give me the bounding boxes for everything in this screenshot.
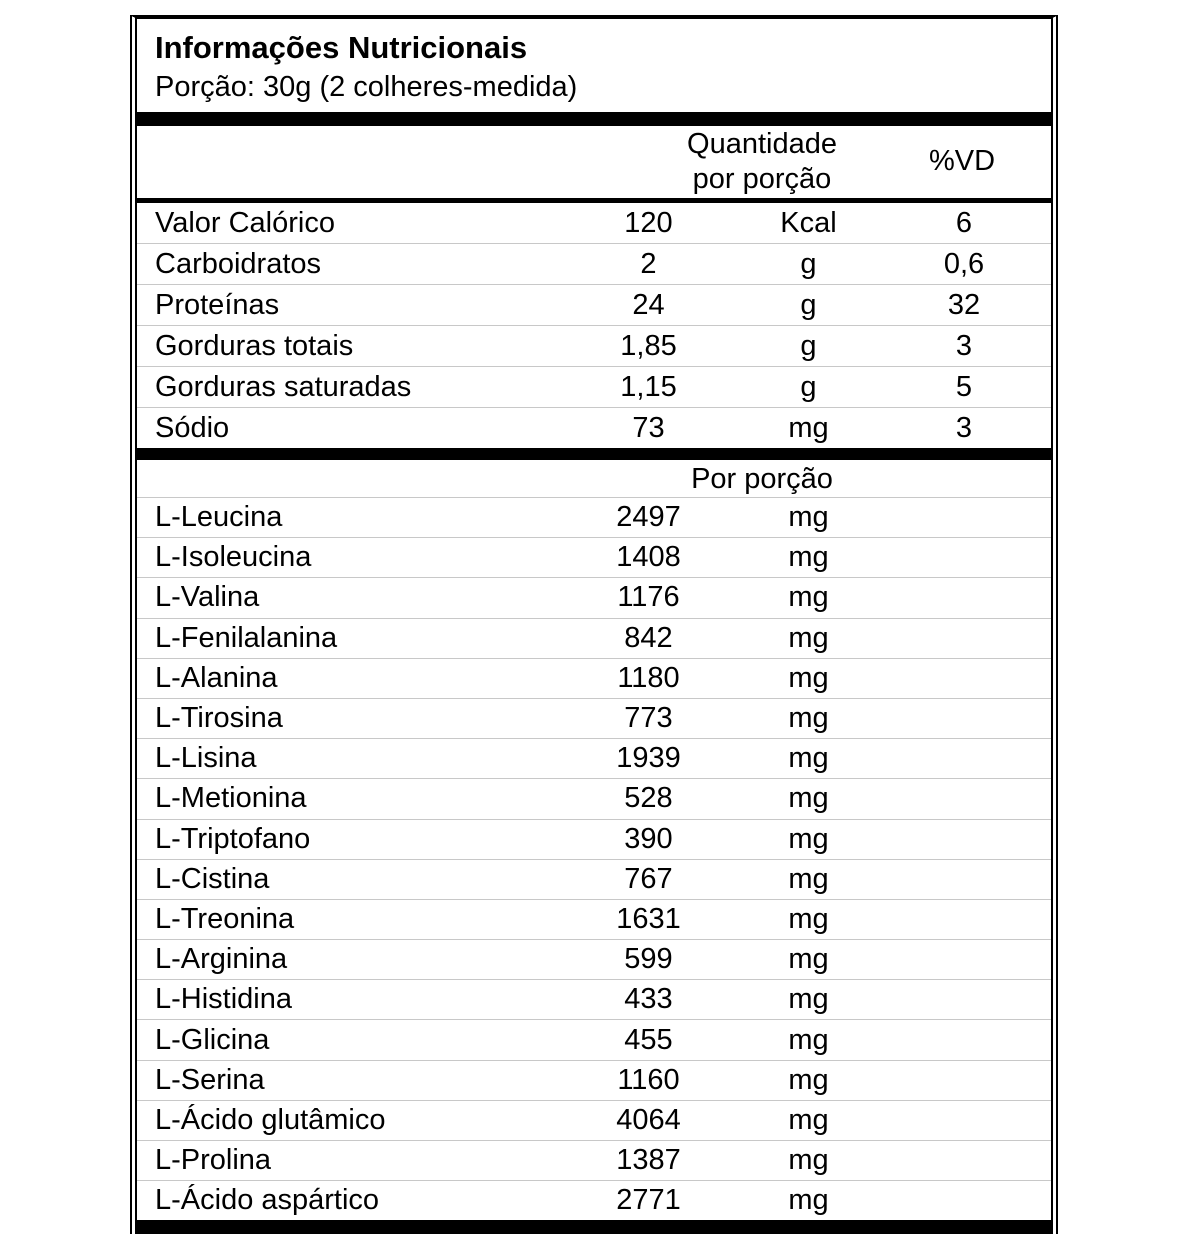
amino-amount: 599 [624, 943, 673, 976]
amino-amount: 2497 [616, 501, 681, 534]
amino-label: L-Prolina [155, 1144, 272, 1177]
amino-unit: mg [788, 702, 829, 735]
amino-unit: mg [788, 1023, 829, 1056]
amino-label: L-Ácido glutâmico [155, 1103, 386, 1136]
amino-amount: 842 [624, 621, 673, 654]
nutrient-unit: g [800, 288, 817, 321]
amino-unit: mg [788, 1063, 829, 1096]
dv-column-header: %VD [928, 145, 996, 177]
amino-amount: 1176 [617, 581, 680, 614]
nutrient-dv: 5 [955, 370, 973, 403]
amino-amount: 767 [624, 862, 673, 895]
amino-acid-row [137, 658, 1051, 698]
amino-amount: 528 [624, 782, 673, 815]
amino-label: L-Arginina [155, 943, 288, 976]
nutrition-label [130, 15, 1058, 1234]
nutrient-row [137, 203, 1051, 243]
amino-acid-row [137, 1140, 1051, 1180]
amino-label: L-Leucina [155, 501, 283, 534]
amino-amount: 1408 [616, 541, 681, 574]
amino-label: L-Triptofano [155, 822, 311, 855]
amino-unit: mg [788, 1103, 829, 1136]
nutrient-unit: g [800, 329, 817, 362]
amino-unit: mg [788, 661, 829, 694]
nutrient-unit: mg [788, 411, 829, 444]
amino-label: L-Lisina [155, 742, 257, 775]
amino-acid-row [137, 1019, 1051, 1059]
thick-divider-middle [137, 448, 1051, 460]
amino-amount: 773 [624, 702, 673, 735]
amino-unit: mg [788, 621, 829, 654]
amino-amount: 455 [624, 1023, 673, 1056]
amino-acid-row [137, 577, 1051, 617]
amount-header-line2: por porção [692, 163, 832, 195]
nutrient-dv: 3 [955, 411, 973, 444]
main-nutrients-section [137, 203, 1051, 448]
nutrient-unit: Kcal [780, 206, 837, 239]
amino-unit: mg [788, 541, 829, 574]
amino-amount: 1387 [616, 1144, 681, 1177]
amino-acid-row [137, 939, 1051, 979]
nutrient-label: Proteínas [155, 288, 280, 321]
nutrient-amount: 1,85 [620, 329, 677, 362]
column-header-row [137, 126, 1051, 203]
nutrient-unit: g [800, 247, 817, 280]
nutrient-amount: 2 [640, 247, 657, 280]
amino-acid-row [137, 738, 1051, 778]
amino-acid-row [137, 1180, 1051, 1220]
amino-amount: 2771 [616, 1184, 681, 1217]
amino-unit: mg [788, 1144, 829, 1177]
amino-label: L-Fenilalanina [155, 621, 338, 654]
amino-acid-row [137, 979, 1051, 1019]
amino-acid-row [137, 698, 1051, 738]
nutrient-label: Valor Calórico [155, 206, 335, 239]
per-serving-title: Por porção [691, 463, 833, 495]
amino-unit: mg [788, 782, 829, 815]
amino-acid-row [137, 899, 1051, 939]
nutrient-label: Gorduras totais [155, 329, 354, 362]
serving-size: Porção: 30g (2 colheres-medida) [155, 71, 578, 103]
amino-label: L-Metionina [155, 782, 307, 815]
amino-amount: 433 [624, 983, 673, 1016]
label-title: Informações Nutricionais [155, 30, 528, 65]
nutrient-row [137, 243, 1051, 284]
nutrient-row [137, 284, 1051, 325]
amino-label: L-Tirosina [155, 702, 283, 735]
nutrient-row [137, 325, 1051, 366]
amino-label: L-Isoleucina [155, 541, 312, 574]
nutrient-label: Carboidratos [155, 247, 322, 280]
nutrient-label: Gorduras saturadas [155, 370, 412, 403]
amino-acid-row [137, 778, 1051, 818]
nutrient-dv: 0,6 [943, 247, 985, 280]
nutrient-unit: g [800, 370, 817, 403]
nutrient-dv: 32 [947, 288, 981, 321]
amino-label: L-Cistina [155, 862, 270, 895]
amino-label: L-Treonina [155, 902, 295, 935]
nutrient-amount: 120 [624, 206, 673, 239]
amount-header-line1: Quantidade [687, 128, 837, 160]
amino-label: L-Histidina [155, 983, 292, 1016]
amino-label: L-Valina [155, 581, 260, 614]
thick-divider-top [137, 112, 1051, 126]
nutrient-amount: 1,15 [620, 370, 677, 403]
amino-amount: 4064 [616, 1103, 681, 1136]
amino-unit: mg [788, 1184, 829, 1217]
amino-amount: 1939 [616, 742, 681, 775]
amino-label: L-Alanina [155, 661, 278, 694]
amino-unit: mg [788, 581, 829, 614]
nutrient-dv: 3 [955, 329, 973, 362]
thick-divider-bottom [137, 1220, 1051, 1234]
amino-unit: mg [788, 943, 829, 976]
amino-acid-row [137, 537, 1051, 577]
amino-unit: mg [788, 862, 829, 895]
nutrient-amount: 24 [632, 288, 665, 321]
nutrient-row [137, 407, 1051, 448]
amino-unit: mg [788, 822, 829, 855]
amino-amount: 1631 [616, 902, 681, 935]
nutrient-dv: 6 [955, 206, 973, 239]
amino-amount: 390 [624, 822, 673, 855]
amino-acids-section [137, 498, 1051, 1220]
amino-acid-row [137, 618, 1051, 658]
amino-label: L-Glicina [155, 1023, 270, 1056]
amino-acid-row [137, 1060, 1051, 1100]
nutrient-label: Sódio [155, 411, 230, 444]
amino-unit: mg [788, 742, 829, 775]
amino-amount: 1180 [617, 661, 680, 694]
amino-amount: 1160 [617, 1063, 680, 1096]
amino-acid-row [137, 1100, 1051, 1140]
amino-unit: mg [788, 501, 829, 534]
amino-unit: mg [788, 902, 829, 935]
amino-label: L-Ácido aspártico [155, 1184, 380, 1217]
nutrient-amount: 73 [632, 411, 665, 444]
amino-label: L-Serina [155, 1063, 265, 1096]
amino-acid-row [137, 859, 1051, 899]
amino-acid-row [137, 498, 1051, 537]
amino-unit: mg [788, 983, 829, 1016]
nutrient-row [137, 366, 1051, 407]
per-serving-section-header [137, 460, 1051, 498]
amino-acid-row [137, 819, 1051, 859]
